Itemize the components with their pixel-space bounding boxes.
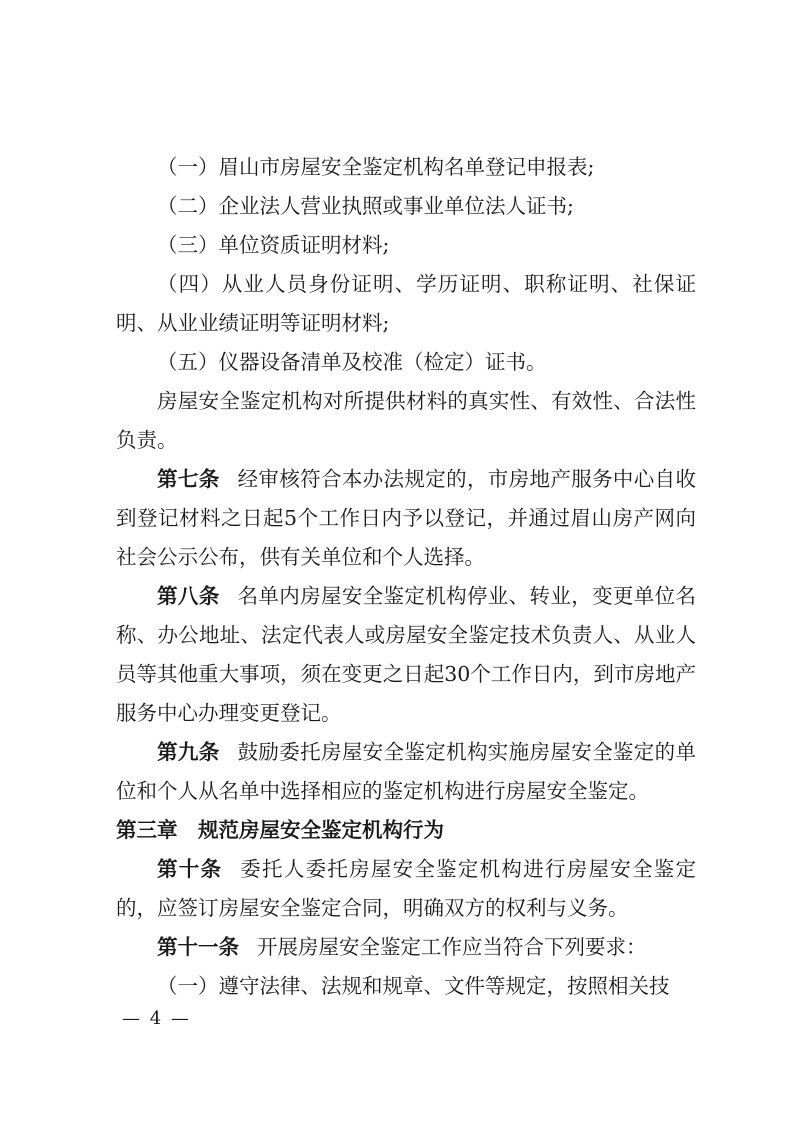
chapter-title: 第三章 规范房屋安全鉴定机构行为	[116, 818, 444, 842]
list-item-2: （二）企业法人营业执照或事业单位法人证书;	[157, 194, 574, 218]
article-8: 第八条 名单内房屋安全鉴定机构停业、转业，变更单位名称、办公地址、法定代表人或房屋安全鉴定技术负责人、从业人员等其他重大事项，须在变更之日起30个工作日内，到市房地产服务中心办理变更登记。	[116, 584, 696, 725]
list-item-5: （五）仪器设备清单及校准（检定）证书。	[157, 350, 547, 374]
article-8-heading: 第八条	[157, 584, 220, 608]
article-10-heading: 第十条	[157, 857, 223, 881]
article-11-item-1: （一）遵守法律、法规和规章、文件等规定，按照相关技	[157, 974, 670, 998]
responsibility-paragraph: 房屋安全鉴定机构对所提供材料的真实性、有效性、合法性负责。	[116, 389, 696, 452]
article-7: 第七条 经审核符合本办法规定的，市房地产服务中心自收到登记材料之日起5个工作日内予以登记，并通过眉山房产网向社会公示公布，供有关单位和个人选择。	[116, 467, 696, 569]
article-9: 第九条 鼓励委托房屋安全鉴定机构实施房屋安全鉴定的单位和个人从名单中选择相应的鉴定机构进行房屋安全鉴定。	[116, 740, 696, 803]
list-item-1: （一）眉山市房屋安全鉴定机构名单登记申报表;	[157, 155, 595, 179]
article-11: 第十一条 开展房屋安全鉴定工作应当符合下列要求：	[157, 935, 647, 959]
article-9-heading: 第九条	[157, 740, 220, 764]
article-10: 第十条 委托人委托房屋安全鉴定机构进行房屋安全鉴定的，应签订房屋安全鉴定合同，明确双方的权利与义务。	[116, 857, 697, 920]
list-item-3: （三）单位资质证明材料;	[157, 233, 390, 257]
page-number: — 4 —	[122, 1008, 191, 1029]
list-item-4: （四）从业人员身份证明、学历证明、职称证明、社保证明、从业业绩证明等证明材料;	[116, 272, 696, 335]
article-11-heading: 第十一条	[157, 935, 239, 959]
document-body	[116, 148, 696, 1006]
article-7-heading: 第七条	[157, 467, 220, 491]
